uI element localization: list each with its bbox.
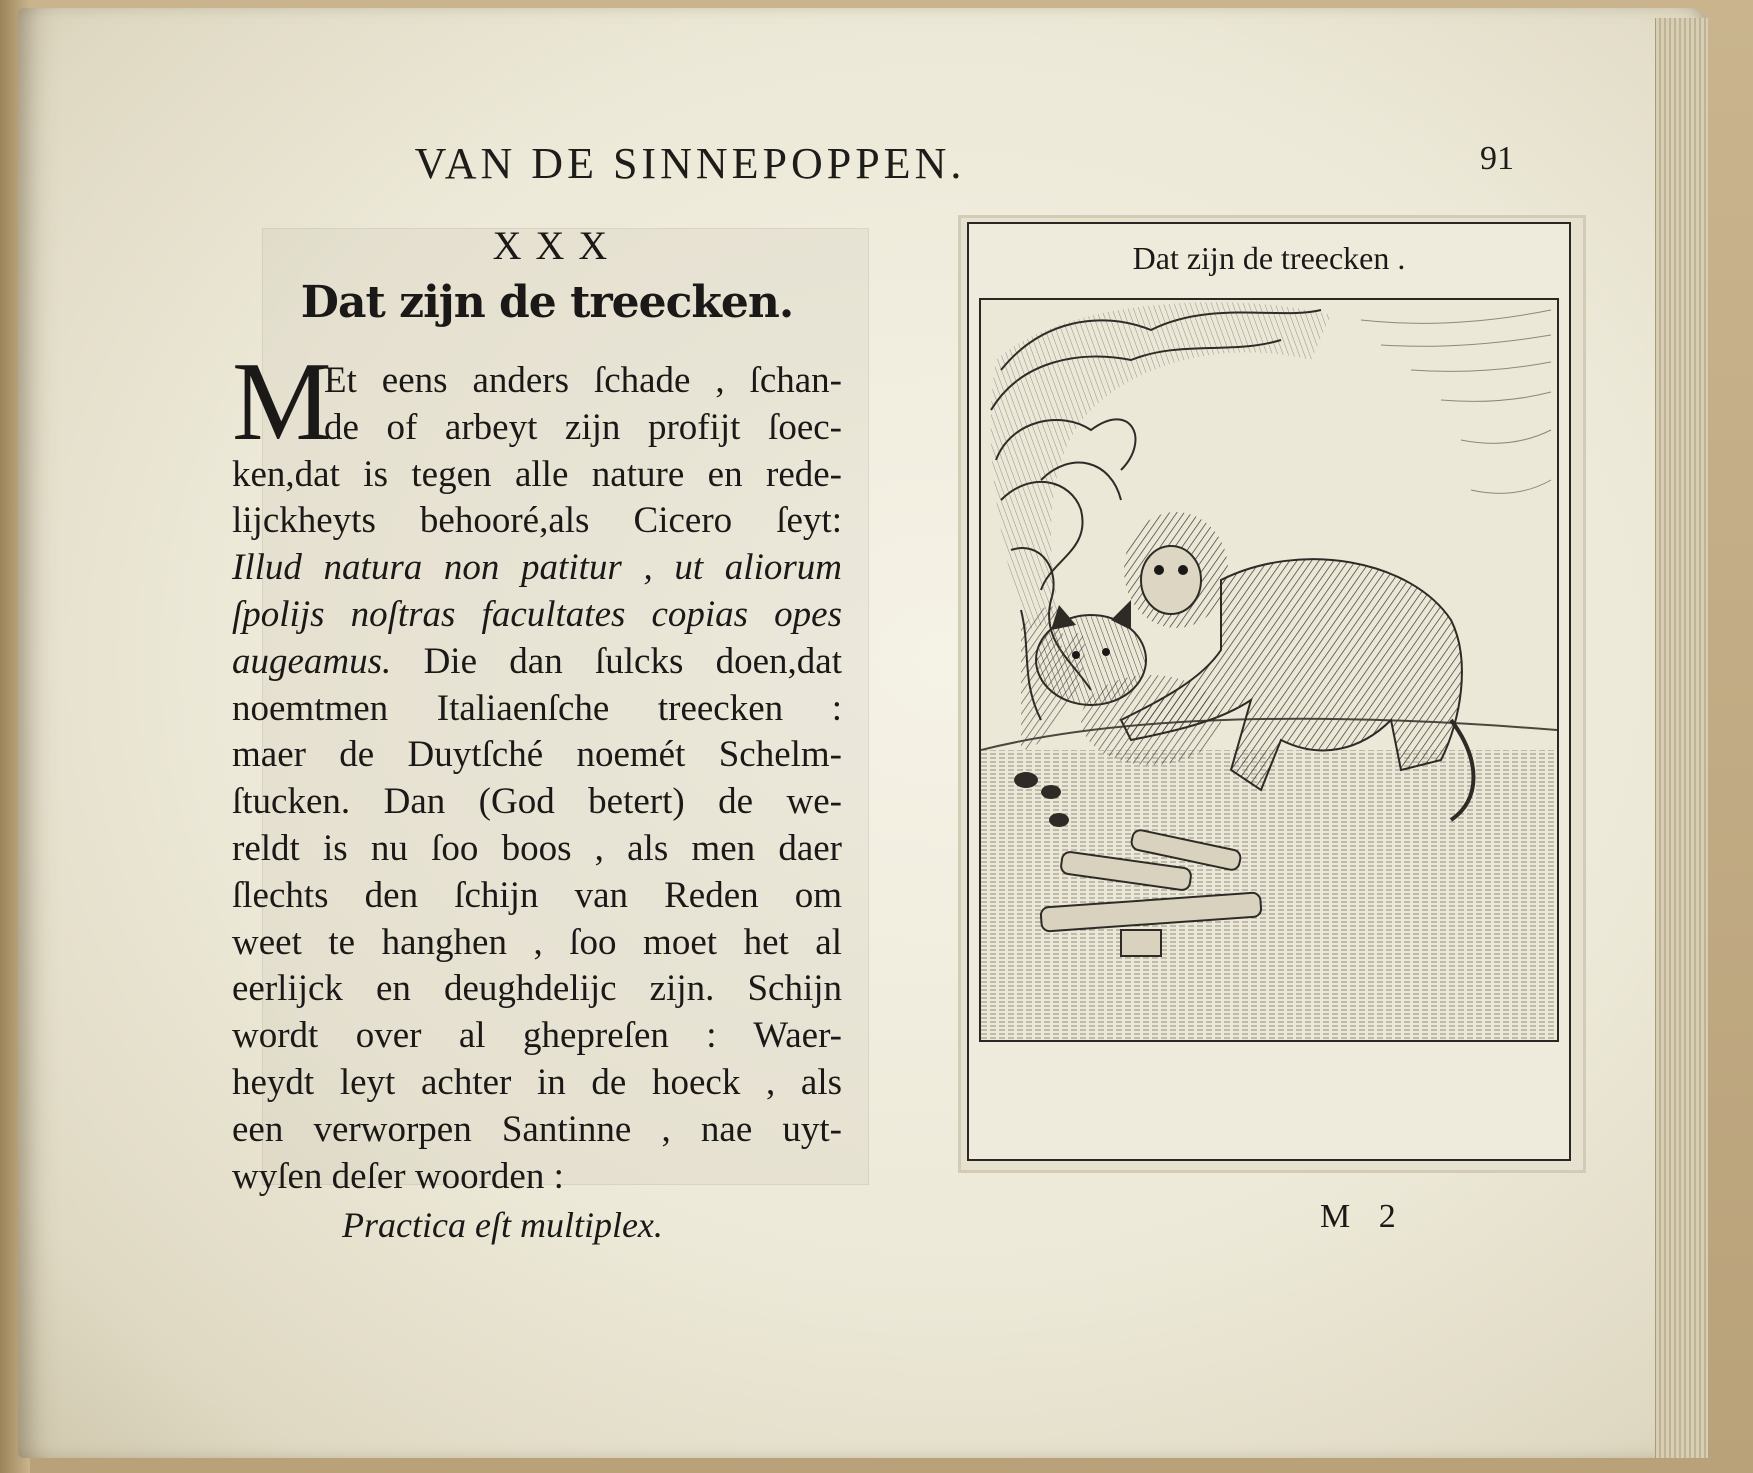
text-line: reldt is nu ſoo boos , als men daer [232,827,842,869]
engraving-plate [967,222,1571,1161]
text-line: weet te hanghen , ſoo moet het al [232,921,842,963]
text-line: ſpolijs noſtras facultates copias opes [232,593,842,635]
text-line: ſtucken. Dan (God betert) de we- [232,781,842,823]
text-line: wyſen deſer woorden : [232,1155,564,1197]
engraving-caption: Dat zijn de treecken . [1132,240,1406,276]
text-line: lijckheyts behooré,als Cicero ſeyt: [232,500,842,542]
page-edges [1655,18,1708,1458]
text-line: Illud natura non patitur , ut aliorum [232,547,842,589]
text-line: heydt leyt achter in de hoeck , als [232,1061,842,1103]
text-line: een verworpen Santinne , nae uyt- [232,1108,842,1150]
drop-cap: M [232,340,332,464]
text-line: de of arbeyt zijn profijt ſoec- [324,406,842,448]
italic-segment: augeamus. [232,640,392,682]
emblem-title: Dat zijn de treecken. [300,277,794,328]
emblem-body [232,340,842,1200]
roman-segment: Die dan ſulcks doen,dat [391,640,842,682]
running-head: VAN DE SINNEPOPPEN. [414,139,966,188]
emblem-numeral: XXX [492,223,622,268]
text-line: wordt over al ghepreſen : Waer- [232,1015,842,1057]
emblem-text-column [232,222,842,1249]
engraving-image [979,298,1559,1042]
text-line [232,639,842,686]
monkey-cat-illustration [981,300,1557,1040]
text-line: ſlechts den ſchijn van Reden om [232,874,842,916]
text-line: Et eens anders ſchade , ſchan- [324,360,842,401]
signature-mark: M 2 [1320,1198,1406,1235]
text-line: maer de Duytſché noemét Schelm- [232,734,842,776]
text-line: eerlijck en deughdelijc zijn. Schijn [232,968,842,1010]
motto: Practica eſt multiplex. [342,1205,663,1246]
text-line: ken,dat is tegen alle nature en rede- [232,453,842,495]
text-line: noemtmen Italiaenſche treecken : [232,687,842,729]
page-number: 91 [1480,140,1514,177]
